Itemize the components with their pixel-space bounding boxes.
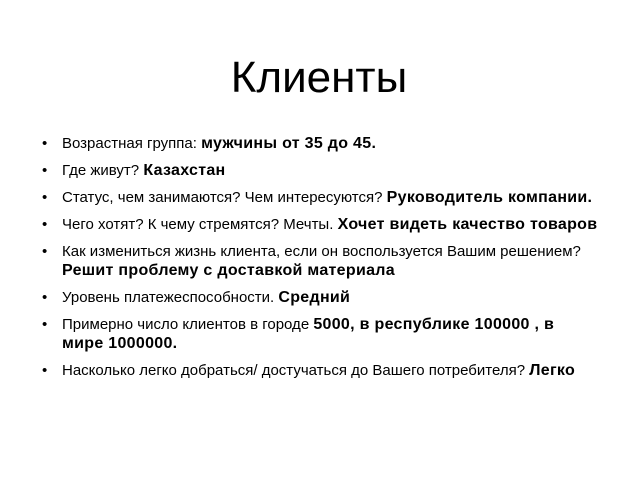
bullet-answer: Легко (529, 362, 576, 379)
bullet-question: Статус, чем занимаются? Чем интересуются? (62, 189, 387, 206)
bullet-question: Чего хотят? К чему стремятся? Мечты. (62, 216, 338, 233)
bullet-answer: Казахстан (143, 162, 226, 179)
bullet-answer: Хочет видеть качество товаров (337, 216, 598, 233)
bullet-desires (40, 215, 600, 234)
bullet-location (40, 161, 600, 180)
bullet-question: Примерно число клиентов в городе (62, 316, 314, 333)
bullet-life-change (40, 242, 600, 280)
bullet-reachability (40, 361, 600, 380)
bullet-solvency (40, 288, 600, 307)
bullet-question: Уровень платежеспособности. (62, 289, 279, 306)
bullet-answer: мужчины от 35 до 45. (201, 135, 377, 152)
bullet-question: Где живут? (62, 162, 144, 179)
bullet-question: Насколько легко добраться/ достучаться до Вашего потребителя? (62, 362, 530, 379)
bullet-question: Как измениться жизнь клиента, если он воспользуется Вашим решением? (62, 243, 581, 260)
bullet-status (40, 188, 600, 207)
bullet-answer: Руководитель компании. (386, 189, 593, 206)
bullet-answer: Решит проблему с доставкой материала (62, 262, 395, 279)
bullet-age-group (40, 134, 600, 153)
bullet-client-count (40, 315, 600, 353)
bullet-answer: Средний (278, 289, 351, 306)
bullet-question: Возрастная группа: (62, 135, 202, 152)
slide-title: Клиенты (230, 53, 408, 102)
bullet-list (40, 134, 600, 388)
bullet-answer: 5000, в республике 100000 , в мире 1000000. (62, 316, 555, 352)
